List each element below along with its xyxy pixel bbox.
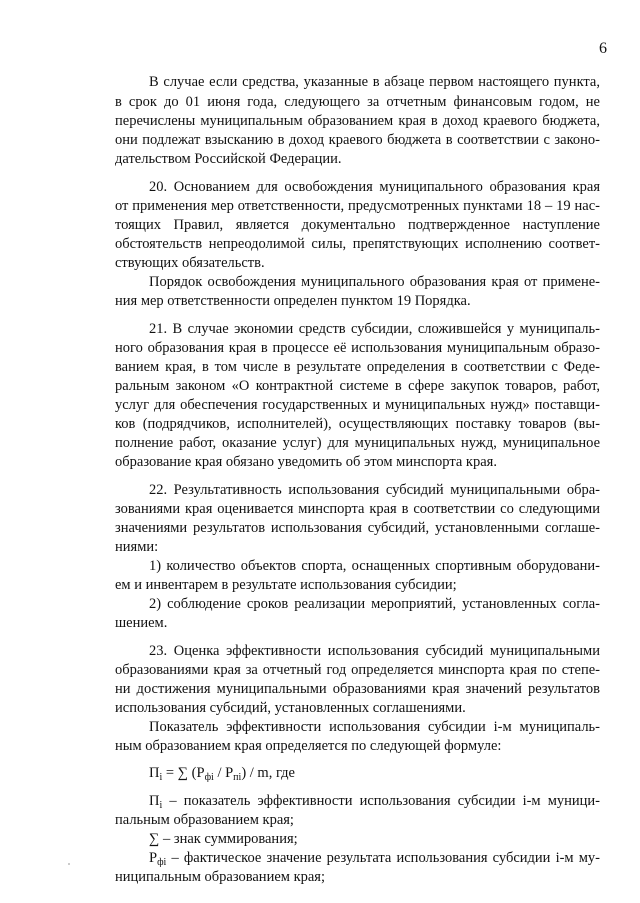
- formula-rhs: ) / m, где: [241, 765, 295, 781]
- text-line: обстоятельств непреодолимой силы, препятствующих исполнению соответ-: [115, 236, 600, 252]
- text-line: использования субсидий, установленных соглашениями.: [115, 700, 466, 716]
- definition-text: – показатель эффективности использования субсидии i-м муници-: [162, 793, 600, 809]
- text-line: Порядок освобождения муниципального образования края от примене-: [149, 274, 600, 290]
- text-line: ствующих обязательств.: [115, 255, 265, 271]
- definition-symbol-sub: фi: [157, 857, 167, 867]
- text-line: ем и инвентарем в результате использования субсидии;: [115, 577, 457, 593]
- formula-lhs: П: [149, 765, 160, 781]
- definition-text: – фактическое значение результата использования субсидии i-м му-: [166, 850, 600, 866]
- text-line: ного образования края в процессе её использования муниципальным образо-: [115, 340, 600, 356]
- text-line: в срок до 01 июня года, следующего за отчетным финансовым годом, не: [115, 94, 600, 110]
- text-line: ным образованием края определяется по следующей формуле:: [115, 738, 502, 754]
- text-line: от применения мер ответственности, предусмотренных пунктами 18 – 19 нас-: [115, 198, 600, 214]
- formula-lhs-sub: i: [159, 772, 163, 782]
- definition-symbol: П: [149, 793, 160, 809]
- text-line: В случае если средства, указанные в абзаце первом настоящего пункта,: [149, 74, 600, 90]
- text-line: образованиями края за отчетный год определяется минспорта края по степе-: [115, 662, 600, 678]
- text-line: зованиями края оценивается минспорта края в соответствии со следующими: [115, 501, 600, 517]
- text-line: услуг для обеспечения государственных и муниципальных нужд» поставщи-: [115, 397, 600, 413]
- text-line: 21. В случае экономии средств субсидии, сложившейся у муниципаль-: [149, 321, 600, 337]
- formula-p1-sub: фi: [204, 772, 214, 782]
- formula-p2-sub: пi: [233, 772, 242, 782]
- text-line: образование края обязано уведомить об этом минспорта края.: [115, 454, 497, 470]
- text-line: 1) количество объектов спорта, оснащенных спортивным оборудовани-: [149, 558, 600, 574]
- definition-pi: [149, 793, 600, 810]
- definition-symbol-sub: i: [159, 800, 163, 810]
- text-line: ральным законом «О контрактной системе в сфере закупок товаров, работ,: [115, 378, 600, 394]
- text-line: ков (подрядчиков, исполнителей), осуществляющих поставку товаров (вы-: [115, 416, 600, 432]
- text-line: 23. Оценка эффективности использования субсидий муниципальными: [149, 643, 600, 659]
- page-number: 6: [599, 40, 607, 57]
- text-line: они подлежат взысканию в доход краевого бюджета в соответствии с законо-: [115, 132, 600, 148]
- definition-pf: [149, 850, 600, 867]
- text-line: полнение работ, оказание услуг) для муниципальных нужд, муниципальное: [115, 435, 600, 451]
- text-line: тоящих Правил, является документально подтвержденное наступление: [115, 217, 600, 233]
- text-line: 22. Результативность использования субсидий муниципальными обра-: [149, 482, 600, 498]
- text-line: шением.: [115, 615, 168, 631]
- formula-mid: / Р: [213, 765, 234, 781]
- text-line: Показатель эффективности использования субсидии i-м муниципаль-: [149, 719, 600, 735]
- definition-symbol: Р: [149, 850, 158, 866]
- text-line: ниями:: [115, 539, 159, 555]
- scan-speck: [68, 863, 70, 865]
- text-line: ниципальным образованием края;: [115, 869, 325, 885]
- formula: [149, 765, 600, 782]
- text-line: ния мер ответственности определен пунктом 19 Порядка.: [115, 293, 471, 309]
- text-line: перечислены муниципальным образованием края в доход краевого бюджета,: [115, 113, 600, 129]
- text-line: ни достижения муниципальными образованиями края значений результатов: [115, 681, 600, 697]
- text-line: 2) соблюдение сроков реализации мероприятий, установленных согла-: [149, 596, 600, 612]
- text-line: дательством Российской Федерации.: [115, 151, 342, 167]
- text-line: ванием края, в том числе в результате определения в соответствии с Феде-: [115, 359, 600, 375]
- formula-eq: = ∑ (Р: [162, 765, 205, 781]
- text-line: 20. Основанием для освобождения муниципального образования края: [149, 179, 600, 195]
- text-line: пальным образованием края;: [115, 812, 294, 828]
- text-line: значениями результатов использования субсидий, установленными соглаше-: [115, 520, 600, 536]
- definition-sum: ∑ – знак суммирования;: [149, 831, 298, 847]
